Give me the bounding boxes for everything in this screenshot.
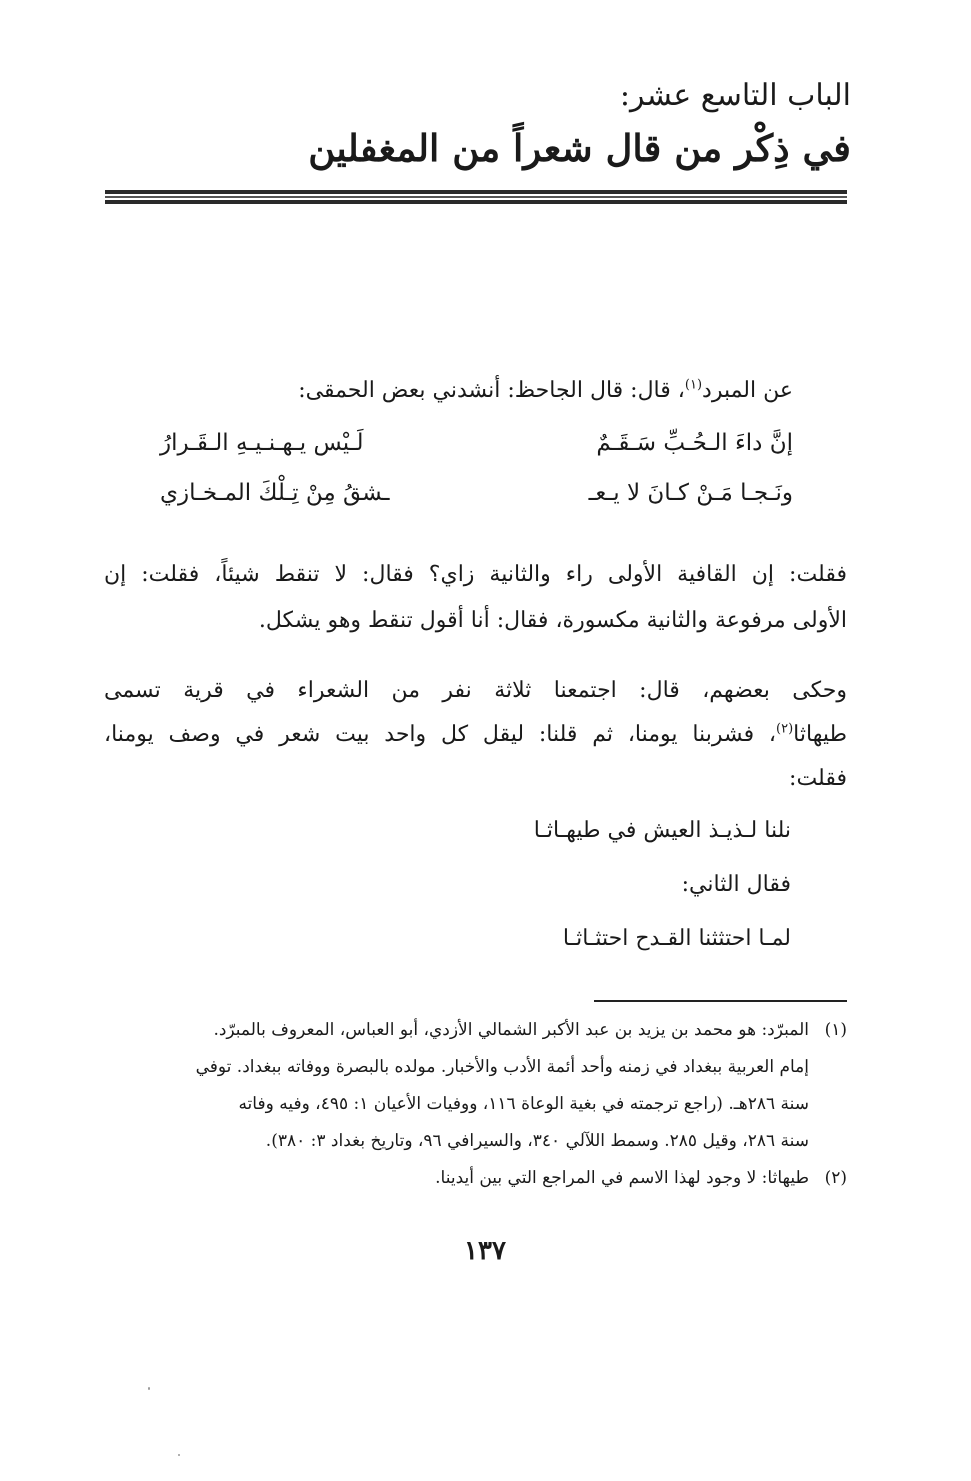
page-number: ١٣٧ xyxy=(464,1236,506,1266)
poem-line-2: فقال الثاني: xyxy=(681,872,791,897)
poem-line-1: نلنا لـذيـذ العيش في طيهـاثـا xyxy=(533,818,791,843)
verse-1-first-hemistich: إنَّ داءَ الـحُـبِّ سَـقَـمٌ xyxy=(596,430,793,456)
paragraph-2-line-3: فقلت: xyxy=(789,766,847,791)
footnote-1-line-4: سنة ٢٨٦، وقيل ٢٨٥. وسمط اللآلي ٣٤٠، والسيرافي ٩٦، وتاريخ بغداد ٣: ٣٨٠). xyxy=(265,1131,809,1151)
poem-line-3: لمـا احتثثنا القـدح احتثـاثـا xyxy=(562,926,791,951)
paragraph-2-line-1: وحكى بعضهم، قال: اجتمعنا ثلاثة نفر من الشعراء في قرية تسمى xyxy=(104,678,847,703)
intro-text-end: ، قال: قال الجاحظ: أنشدني بعض الحمقى: xyxy=(298,378,685,403)
paragraph-1-line-2: الأولى مرفوعة والثانية مكسورة، فقال: أنا أقول تنقط وهو يشكل. xyxy=(258,608,847,633)
footnote-ref-2: (٢) xyxy=(776,721,794,737)
intro-text-start: عن المبرد xyxy=(702,378,793,403)
paragraph-2-line-2-end: ، فشربنا يومنا، ثم قلنا: ليقل كل واحد بيت شعر في وصف يومنا، xyxy=(104,722,777,747)
footnote-1-number: (١) xyxy=(824,1020,847,1040)
header-rule-top xyxy=(105,190,847,194)
header-rule-bottom xyxy=(105,200,847,204)
paragraph-2-line-2-start: طيهاثا xyxy=(793,722,847,747)
verse-1-second-hemistich: لَـيْس يـهـنـيـهِ الـقَـرارُ xyxy=(160,430,364,456)
chapter-title: في ذِكْر من قال شعراً من المغفلين xyxy=(308,126,851,170)
scan-speck xyxy=(148,1387,150,1390)
intro-line xyxy=(298,378,793,404)
footnote-2-number: (٢) xyxy=(824,1168,847,1188)
verse-2-second-hemistich: ـشقُ مِنْ تِـلْكَ المـخـازي xyxy=(160,480,390,506)
scan-speck xyxy=(178,1454,180,1456)
footnote-1-line-3: سنة ٢٨٦هـ. (راجع ترجمته في بغية الوعاة ١١٦، ووفيات الأعيان ١: ٤٩٥، وفيه وفاته xyxy=(238,1094,809,1114)
footnote-ref-1: (١) xyxy=(684,377,703,393)
chapter-label: الباب التاسع عشر: xyxy=(619,78,851,113)
header-rule-middle xyxy=(105,196,847,198)
footnote-separator xyxy=(594,1000,847,1002)
footnote-1-line-2: إمام العربية ببغداد في زمنه وأحد أئمة الأدب والأخبار. مولده بالبصرة ووفاته ببغداد. توفي xyxy=(195,1057,809,1077)
footnote-2-line-1: طيهاثا: لا وجود لهذا الاسم في المراجع التي بين أيدينا. xyxy=(435,1168,809,1188)
paragraph-2-line-2 xyxy=(104,722,847,747)
paragraph-1-line-1: فقلت: إن القافية الأولى راء والثانية زاي؟ فقال: لا تنقط شيئاً، فقلت: إن xyxy=(104,562,847,587)
footnote-1-line-1: المبرّد: هو محمد بن يزيد بن عبد الأكبر الشمالي الأزدي، أبو العباس، المعروف بالمبرّد. xyxy=(213,1020,809,1040)
verse-2-first-hemistich: ونَـجـا مَـنْ كـانَ لا يـعـ xyxy=(588,480,793,506)
